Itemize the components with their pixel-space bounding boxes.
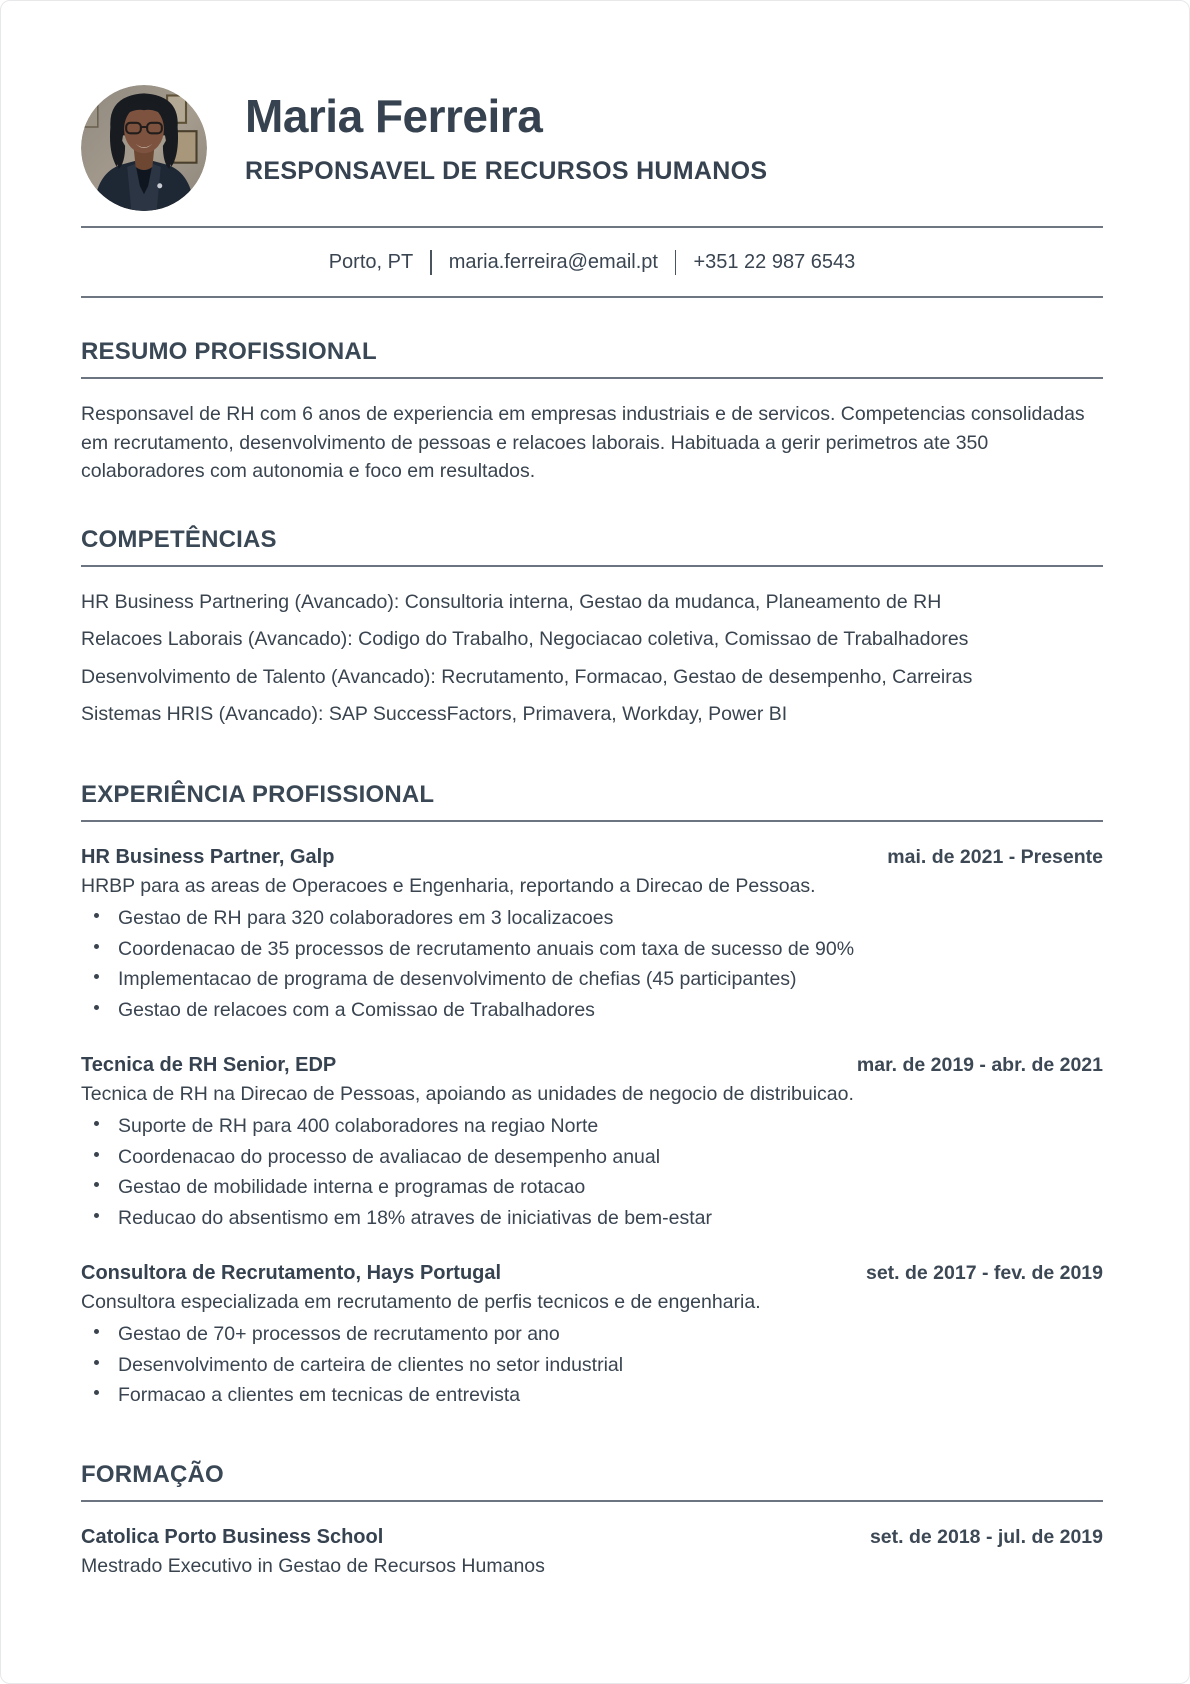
job-description: HRBP para as areas de Operacoes e Engenharia, reportando a Direcao de Pessoas. (81, 875, 816, 897)
profile-photo (81, 85, 207, 211)
job-bullet: Coordenacao de 35 processos de recrutamento anuais com taxa de sucesso de 90% (81, 939, 1103, 959)
job-bullet: Formacao a clientes em tecnicas de entrevista (81, 1385, 1103, 1405)
contact-email: maria.ferreira@email.pt (448, 250, 658, 273)
contact-location: Porto, PT (328, 250, 414, 273)
skill-item: Relacoes Laborais (Avancado): Codigo do Trabalho, Negociacao coletiva, Comissao de Trabalhadores (81, 628, 969, 650)
candidate-name: Maria Ferreira (245, 90, 543, 142)
section-skills (81, 525, 1103, 725)
job-bullet: Coordenacao do processo de avaliacao de desempenho anual (81, 1147, 1103, 1167)
job-bullet-list (81, 908, 1103, 1020)
education-heading: FORMAÇÃO (81, 1461, 224, 1488)
job-bullet: Desenvolvimento de carteira de clientes no setor industrial (81, 1355, 1103, 1375)
education-entry (81, 1527, 1103, 1576)
job-bullet: Reducao do absentismo em 18% atraves de iniciativas de bem-estar (81, 1208, 1103, 1228)
contact-separator (430, 250, 432, 275)
profile-photo-illustration (81, 85, 207, 211)
skills-heading: COMPETÊNCIAS (81, 525, 277, 553)
education-header (81, 1527, 1103, 1548)
education-degree: Mestrado Executivo in Gestao de Recursos Humanos (81, 1554, 545, 1577)
experience-heading: EXPERIÊNCIA PROFISSIONAL (81, 780, 435, 808)
job-bullet: Gestao de relacoes com a Comissao de Trabalhadores (81, 1000, 1103, 1020)
job-header (81, 1263, 1103, 1284)
education-school: Catolica Porto Business School (81, 1526, 384, 1548)
job-bullet: Suporte de RH para 400 colaboradores na regiao Norte (81, 1116, 1103, 1136)
job-description: Tecnica de RH na Direcao de Pessoas, apoiando as unidades de negocio de distribuicao. (81, 1083, 854, 1105)
contact-bar (81, 228, 1103, 296)
contact-phone: +351 22 987 6543 (693, 250, 856, 273)
job-bullet-list (81, 1324, 1103, 1405)
job-header (81, 847, 1103, 868)
job-title: Tecnica de RH Senior, EDP (81, 1053, 337, 1076)
job-description: Consultora especializada em recrutamento de perfis tecnicos e de engenharia. (81, 1291, 761, 1313)
job-dates: mar. de 2019 - abr. de 2021 (856, 1053, 1103, 1076)
section-summary (81, 340, 1103, 486)
job-bullet: Gestao de 70+ processos de recrutamento por ano (81, 1324, 1103, 1344)
job-entry (81, 847, 1103, 1020)
section-education (81, 1463, 1103, 1576)
education-dates: set. de 2018 - jul. de 2019 (869, 1526, 1103, 1548)
candidate-title: RESPONSAVEL DE RECURSOS HUMANOS (245, 156, 768, 185)
job-title: HR Business Partner, Galp (81, 845, 335, 868)
section-divider (81, 820, 1103, 822)
summary-text: Responsavel de RH com 6 anos de experiencia em empresas industriais e de servicos. Competencias consolidadas em recrutamento, desenvolvimento de pessoas e relacoes laborais. Habituada a gerir perimetros ate 350 colaboradores com autonomia e foco em resultados. (81, 403, 1085, 482)
section-divider (81, 565, 1103, 567)
skill-item: Desenvolvimento de Talento (Avancado): Recrutamento, Formacao, Gestao de desempenho, Carreiras (81, 665, 973, 688)
skill-item: Sistemas HRIS (Avancado): SAP SuccessFactors, Primavera, Workday, Power BI (81, 703, 788, 725)
skills-list (81, 590, 1103, 725)
section-divider (81, 1500, 1103, 1502)
resume-header (81, 85, 1103, 211)
summary-heading: RESUMO PROFISSIONAL (81, 338, 377, 365)
job-bullet: Gestao de RH para 320 colaboradores em 3 localizacoes (81, 908, 1103, 928)
job-entry (81, 1263, 1103, 1406)
job-bullet: Implementacao de programa de desenvolvimento de chefias (45 participantes) (81, 969, 1103, 989)
section-divider (81, 377, 1103, 379)
job-bullet-list (81, 1116, 1103, 1228)
job-header (81, 1055, 1103, 1076)
job-dates: set. de 2017 - fev. de 2019 (865, 1261, 1103, 1284)
contact-separator (675, 250, 677, 275)
skill-item: HR Business Partnering (Avancado): Consultoria interna, Gestao da mudanca, Planeamento de RH (81, 590, 942, 613)
job-dates: mai. de 2021 - Presente (887, 845, 1103, 868)
header-text (245, 91, 767, 185)
job-entry (81, 1055, 1103, 1228)
job-title: Consultora de Recrutamento, Hays Portugal (81, 1261, 502, 1284)
contact-divider (81, 296, 1103, 298)
section-experience (81, 780, 1103, 1406)
job-bullet: Gestao de mobilidade interna e programas de rotacao (81, 1177, 1103, 1197)
